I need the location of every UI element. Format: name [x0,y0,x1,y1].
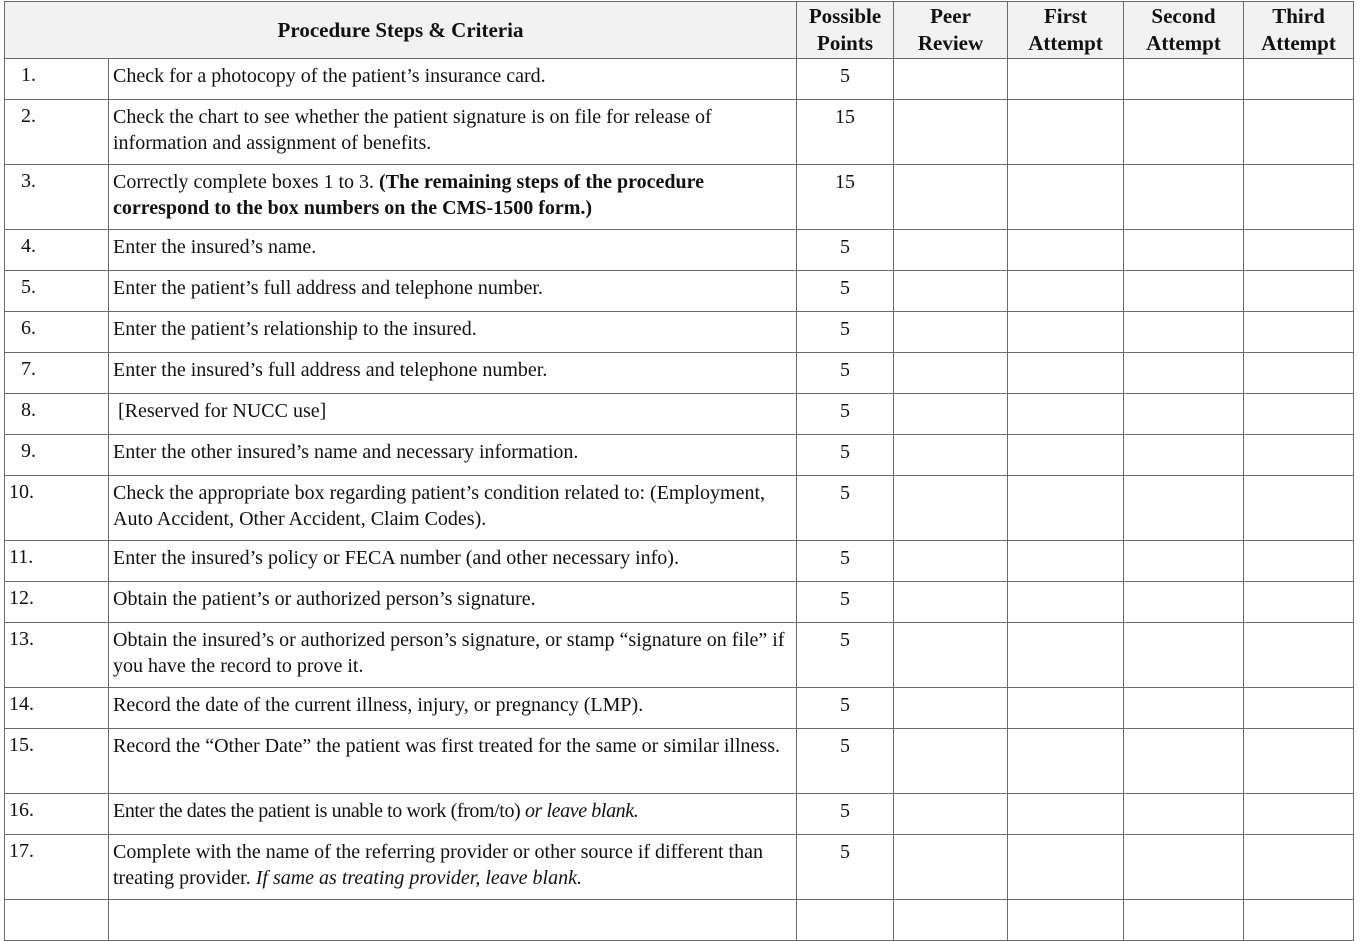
table-row [5,900,1354,941]
second-attempt-cell[interactable] [1124,900,1244,941]
peer-review-cell[interactable] [894,835,1008,900]
header-steps: Procedure Steps & Criteria [5,2,797,59]
step-text: Complete with the name of the referring provider or other source if different than treating provider. [113,841,763,889]
peer-review-cell[interactable] [894,900,1008,941]
step-number: 11. [5,541,109,582]
second-attempt-cell[interactable] [1124,835,1244,900]
table-row [5,100,1354,165]
second-attempt-cell[interactable] [1124,729,1244,794]
possible-points: 15 [797,100,894,165]
peer-review-cell[interactable] [894,794,1008,835]
possible-points: 5 [797,353,894,394]
second-attempt-cell[interactable] [1124,59,1244,100]
second-attempt-cell[interactable] [1124,582,1244,623]
step-number-empty [5,900,109,941]
first-attempt-cell[interactable] [1008,312,1124,353]
step-number: 14. [5,688,109,729]
step-text: Enter the insured’s full address and telephone number. [109,353,797,394]
peer-review-cell[interactable] [894,59,1008,100]
third-attempt-cell[interactable] [1244,729,1354,794]
third-attempt-cell[interactable] [1244,353,1354,394]
step-text-cell [109,835,797,900]
peer-review-cell[interactable] [894,271,1008,312]
third-attempt-cell[interactable] [1244,794,1354,835]
first-attempt-cell[interactable] [1008,688,1124,729]
peer-review-cell[interactable] [894,165,1008,230]
step-text: Check for a photocopy of the patient’s insurance card. [109,59,797,100]
step-text: Check the chart to see whether the patient signature is on file for release of information and assignment of benefits. [109,100,797,165]
second-attempt-cell[interactable] [1124,688,1244,729]
first-attempt-cell[interactable] [1008,394,1124,435]
possible-points: 5 [797,835,894,900]
step-number: 2. [5,100,109,165]
possible-points: 5 [797,582,894,623]
possible-points: 5 [797,394,894,435]
first-attempt-cell[interactable] [1008,582,1124,623]
step-number: 6. [5,312,109,353]
step-text: Correctly complete boxes 1 to 3. [113,171,375,193]
second-attempt-cell[interactable] [1124,476,1244,541]
first-attempt-cell[interactable] [1008,353,1124,394]
table-row [5,271,1354,312]
possible-points: 15 [797,165,894,230]
step-number: 1. [5,59,109,100]
third-attempt-cell[interactable] [1244,100,1354,165]
step-text: Enter the other insured’s name and necessary information. [109,435,797,476]
possible-points-empty [797,900,894,941]
peer-review-cell[interactable] [894,312,1008,353]
second-attempt-cell[interactable] [1124,100,1244,165]
second-attempt-cell[interactable] [1124,230,1244,271]
peer-review-cell[interactable] [894,688,1008,729]
third-attempt-cell[interactable] [1244,541,1354,582]
peer-review-cell[interactable] [894,100,1008,165]
third-attempt-cell[interactable] [1244,476,1354,541]
step-number: 8. [5,394,109,435]
possible-points: 5 [797,623,894,688]
first-attempt-cell[interactable] [1008,623,1124,688]
step-note-italic: or leave blank. [524,800,639,822]
third-attempt-cell[interactable] [1244,271,1354,312]
header-possible-points: Possible Points [797,2,894,59]
step-number: 17. [5,835,109,900]
step-text: Enter the insured’s policy or FECA number (and other necessary info). [109,541,797,582]
first-attempt-cell[interactable] [1008,476,1124,541]
third-attempt-cell[interactable] [1244,435,1354,476]
procedure-checklist-table [4,1,1354,941]
step-number: 7. [5,353,109,394]
third-attempt-cell[interactable] [1244,688,1354,729]
first-attempt-cell[interactable] [1008,271,1124,312]
header-third-attempt: Third Attempt [1244,2,1354,59]
possible-points: 5 [797,435,894,476]
peer-review-cell[interactable] [894,230,1008,271]
first-attempt-cell[interactable] [1008,435,1124,476]
third-attempt-cell[interactable] [1244,623,1354,688]
table-row [5,835,1354,900]
third-attempt-cell[interactable] [1244,312,1354,353]
peer-review-cell[interactable] [894,729,1008,794]
third-attempt-cell[interactable] [1244,835,1354,900]
step-number: 4. [5,230,109,271]
first-attempt-cell[interactable] [1008,729,1124,794]
second-attempt-cell[interactable] [1124,623,1244,688]
possible-points: 5 [797,476,894,541]
first-attempt-cell[interactable] [1008,165,1124,230]
second-attempt-cell[interactable] [1124,435,1244,476]
peer-review-cell[interactable] [894,435,1008,476]
table-row [5,623,1354,688]
step-number: 5. [5,271,109,312]
table-row [5,394,1354,435]
step-note-bold: (The remaining steps of the procedure correspond to the box numbers on the CMS-1500 form.) [113,171,705,219]
possible-points: 5 [797,729,894,794]
peer-review-cell[interactable] [894,353,1008,394]
second-attempt-cell[interactable] [1124,312,1244,353]
third-attempt-cell[interactable] [1244,59,1354,100]
step-text: Enter the insured’s name. [109,230,797,271]
second-attempt-cell[interactable] [1124,353,1244,394]
step-text-empty [109,900,797,941]
table-row [5,582,1354,623]
first-attempt-cell[interactable] [1008,794,1124,835]
header-first-attempt: First Attempt [1008,2,1124,59]
second-attempt-cell[interactable] [1124,394,1244,435]
step-note-italic: If same as treating provider, leave blank. [255,867,582,889]
table-row [5,165,1354,230]
first-attempt-cell[interactable] [1008,900,1124,941]
step-text-cell [109,165,797,230]
step-number: 10. [5,476,109,541]
table-row [5,729,1354,794]
third-attempt-cell[interactable] [1244,582,1354,623]
second-attempt-cell[interactable] [1124,794,1244,835]
table-row [5,353,1354,394]
possible-points: 5 [797,541,894,582]
peer-review-cell[interactable] [894,541,1008,582]
step-text: Obtain the insured’s or authorized person’s signature, or stamp “signature on file” if you have the record to prove it. [109,623,797,688]
step-text: Obtain the patient’s or authorized person’s signature. [109,582,797,623]
step-text: Check the appropriate box regarding patient’s condition related to: (Employment, Auto Accident, Other Accident, Claim Codes). [109,476,797,541]
possible-points: 5 [797,59,894,100]
peer-review-cell[interactable] [894,476,1008,541]
first-attempt-cell[interactable] [1008,541,1124,582]
third-attempt-cell[interactable] [1244,230,1354,271]
header-second-attempt: Second Attempt [1124,2,1244,59]
table-row [5,435,1354,476]
step-text: Enter the patient’s full address and telephone number. [109,271,797,312]
possible-points: 5 [797,688,894,729]
step-number: 16. [5,794,109,835]
step-text: [Reserved for NUCC use] [109,394,797,435]
table-row [5,541,1354,582]
table-row [5,476,1354,541]
possible-points: 5 [797,230,894,271]
step-text-cell [109,794,797,835]
table-row [5,59,1354,100]
third-attempt-cell[interactable] [1244,165,1354,230]
first-attempt-cell[interactable] [1008,230,1124,271]
third-attempt-cell[interactable] [1244,394,1354,435]
second-attempt-cell[interactable] [1124,165,1244,230]
step-number: 12. [5,582,109,623]
step-number: 3. [5,165,109,230]
peer-review-cell[interactable] [894,394,1008,435]
step-text: Record the “Other Date” the patient was first treated for the same or similar illness. [109,729,797,794]
second-attempt-cell[interactable] [1124,271,1244,312]
possible-points: 5 [797,312,894,353]
first-attempt-cell[interactable] [1008,100,1124,165]
table-row [5,794,1354,835]
header-row [5,2,1354,59]
step-text: Record the date of the current illness, injury, or pregnancy (LMP). [109,688,797,729]
peer-review-cell[interactable] [894,582,1008,623]
table-row [5,230,1354,271]
step-number: 9. [5,435,109,476]
first-attempt-cell[interactable] [1008,835,1124,900]
table-row [5,312,1354,353]
header-peer-review: Peer Review [894,2,1008,59]
step-text: Enter the patient’s relationship to the insured. [109,312,797,353]
peer-review-cell[interactable] [894,623,1008,688]
table-row [5,688,1354,729]
first-attempt-cell[interactable] [1008,59,1124,100]
possible-points: 5 [797,794,894,835]
third-attempt-cell[interactable] [1244,900,1354,941]
step-number: 15. [5,729,109,794]
second-attempt-cell[interactable] [1124,541,1244,582]
step-number: 13. [5,623,109,688]
possible-points: 5 [797,271,894,312]
step-text: Enter the dates the patient is unable to work (from/to) [113,800,521,822]
